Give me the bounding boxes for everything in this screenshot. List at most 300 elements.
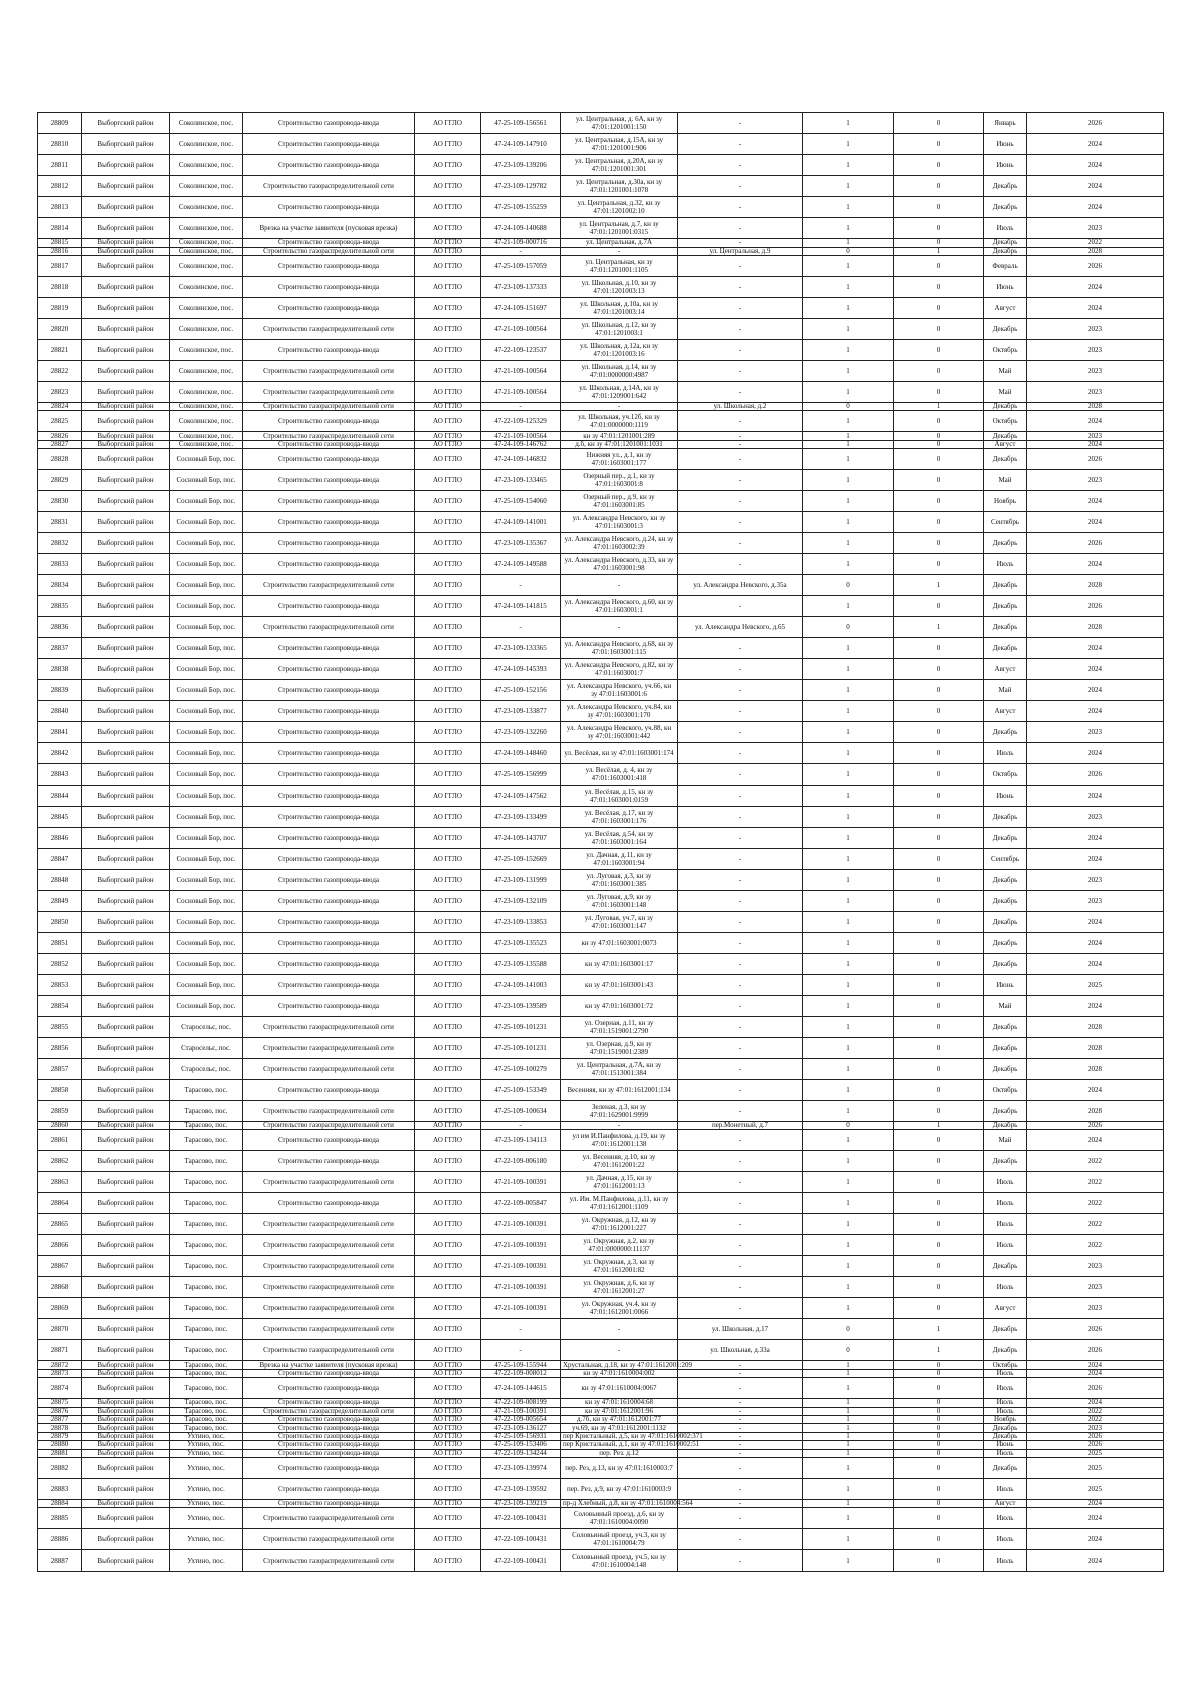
district-cell: Выборгский район	[82, 764, 170, 785]
work-type-cell: Строительство газораспределительной сети	[243, 1235, 415, 1256]
district-cell: Выборгский район	[82, 113, 170, 134]
application-number-cell: 47-21-109-100391	[481, 1214, 561, 1235]
month-cell: Декабрь	[984, 1319, 1027, 1340]
row-number-cell: 28878	[38, 1424, 82, 1432]
table-row	[38, 1016, 1164, 1037]
contractor-cell: АО ГГЛО	[415, 1340, 481, 1361]
application-number-cell: 47-24-109-141815	[481, 596, 561, 617]
application-number-cell: 47-25-109-153349	[481, 1079, 561, 1100]
settlement-cell: Соколинское, пос.	[170, 113, 243, 134]
year-cell: 2023	[1027, 382, 1164, 403]
contractor-cell: АО ГГЛО	[415, 827, 481, 848]
settlement-cell: Тарасово, пос.	[170, 1193, 243, 1214]
work-type-cell: Строительство газопровода-ввода	[243, 1369, 415, 1377]
object-address-cell: ул. Александра Невского, кн зу 47:01:1603001:3	[561, 512, 678, 533]
month-cell: Июль	[984, 1399, 1027, 1407]
work-type-cell: Строительство газопровода-ввода	[243, 1432, 415, 1440]
contractor-cell: АО ГГЛО	[415, 1079, 481, 1100]
object-address-cell: ул им И.Панфилова, д.19, кн зу 47:01:1612001:138	[561, 1130, 678, 1151]
district-cell: Выборгский район	[82, 1172, 170, 1193]
qty2-cell: 0	[894, 890, 984, 911]
object-address-cell: ул. Александра Невского, уч.66, кн зу 47:01:1603001:6	[561, 680, 678, 701]
month-cell: Декабрь	[984, 1432, 1027, 1440]
year-cell: 2023	[1027, 806, 1164, 827]
qty2-cell: 0	[894, 722, 984, 743]
qty1-cell: 1	[803, 1449, 894, 1457]
district-cell: Выборгский район	[82, 1100, 170, 1121]
address-cell: -	[678, 722, 803, 743]
application-number-cell: 47-22-109-005654	[481, 1415, 561, 1423]
contractor-cell: АО ГГЛО	[415, 449, 481, 470]
application-number-cell: -	[481, 247, 561, 255]
month-cell: Декабрь	[984, 596, 1027, 617]
qty1-cell: 1	[803, 1550, 894, 1572]
row-number-cell: 28835	[38, 596, 82, 617]
qty1-cell: 1	[803, 1361, 894, 1369]
application-number-cell: 47-24-109-146832	[481, 449, 561, 470]
application-number-cell: 47-24-109-140688	[481, 218, 561, 239]
application-number-cell: 47-23-109-133465	[481, 470, 561, 491]
year-cell: 2026	[1027, 113, 1164, 134]
qty1-cell: 1	[803, 276, 894, 297]
settlement-cell: Ухтино, пос.	[170, 1441, 243, 1449]
settlement-cell: Сосновый Бор, пос.	[170, 827, 243, 848]
table-row	[38, 1529, 1164, 1550]
qty2-cell: 0	[894, 1193, 984, 1214]
qty2-cell: 0	[894, 440, 984, 448]
address-cell: -	[678, 1298, 803, 1319]
settlement-cell: Тарасово, пос.	[170, 1256, 243, 1277]
work-type-cell: Строительство газопровода-ввода	[243, 764, 415, 785]
application-number-cell: 47-23-109-135588	[481, 953, 561, 974]
settlement-cell: Сосновый Бор, пос.	[170, 701, 243, 722]
month-cell: Декабрь	[984, 1256, 1027, 1277]
work-type-cell: Строительство газопровода-ввода	[243, 806, 415, 827]
year-cell: 2026	[1027, 1340, 1164, 1361]
qty1-cell: 1	[803, 197, 894, 218]
qty1-cell: 1	[803, 701, 894, 722]
year-cell: 2028	[1027, 575, 1164, 596]
address-cell: -	[678, 1130, 803, 1151]
table-row	[38, 554, 1164, 575]
qty1-cell: 1	[803, 659, 894, 680]
month-cell: Декабрь	[984, 449, 1027, 470]
address-cell: -	[678, 1378, 803, 1399]
year-cell: 2024	[1027, 297, 1164, 318]
qty2-cell: 0	[894, 1399, 984, 1407]
year-cell: 2024	[1027, 1369, 1164, 1377]
table-row	[38, 848, 1164, 869]
qty2-cell: 0	[894, 806, 984, 827]
contractor-cell: АО ГГЛО	[415, 911, 481, 932]
contractor-cell: АО ГГЛО	[415, 339, 481, 360]
contractor-cell: АО ГГЛО	[415, 785, 481, 806]
table-row	[38, 1193, 1164, 1214]
table-row	[38, 911, 1164, 932]
application-number-cell: 47-25-109-101231	[481, 1037, 561, 1058]
table-row	[38, 785, 1164, 806]
address-cell: -	[678, 1500, 803, 1508]
application-number-cell: 47-22-109-134244	[481, 1449, 561, 1457]
works-table	[37, 112, 1164, 1572]
district-cell: Выборгский район	[82, 432, 170, 440]
work-type-cell: Строительство газораспределительной сети	[243, 1508, 415, 1529]
settlement-cell: Сосновый Бор, пос.	[170, 974, 243, 995]
contractor-cell: АО ГГЛО	[415, 239, 481, 247]
year-cell: 2024	[1027, 411, 1164, 432]
district-cell: Выборгский район	[82, 440, 170, 448]
settlement-cell: Тарасово, пос.	[170, 1235, 243, 1256]
address-cell: -	[678, 255, 803, 276]
table-row	[38, 1550, 1164, 1572]
year-cell: 2026	[1027, 1432, 1164, 1440]
district-cell: Выборгский район	[82, 785, 170, 806]
address-cell: -	[678, 1424, 803, 1432]
row-number-cell: 28853	[38, 974, 82, 995]
contractor-cell: АО ГГЛО	[415, 1399, 481, 1407]
contractor-cell: АО ГГЛО	[415, 1016, 481, 1037]
settlement-cell: Ухтино, пос.	[170, 1449, 243, 1457]
row-number-cell: 28834	[38, 575, 82, 596]
row-number-cell: 28836	[38, 617, 82, 638]
work-type-cell: Строительство газопровода-ввода	[243, 197, 415, 218]
row-number-cell: 28816	[38, 247, 82, 255]
object-address-cell: -	[561, 403, 678, 411]
qty1-cell: 1	[803, 297, 894, 318]
settlement-cell: Сосновый Бор, пос.	[170, 890, 243, 911]
district-cell: Выборгский район	[82, 533, 170, 554]
row-number-cell: 28840	[38, 701, 82, 722]
qty2-cell: 0	[894, 1037, 984, 1058]
year-cell: 2026	[1027, 596, 1164, 617]
address-cell: -	[678, 113, 803, 134]
district-cell: Выборгский район	[82, 911, 170, 932]
month-cell: Декабрь	[984, 318, 1027, 339]
contractor-cell: АО ГГЛО	[415, 743, 481, 764]
work-type-cell: Строительство газораспределительной сети	[243, 1407, 415, 1415]
table-row	[38, 134, 1164, 155]
settlement-cell: Старосельє, пос.	[170, 1037, 243, 1058]
qty2-cell: 0	[894, 1130, 984, 1151]
object-address-cell: кн зу 47:01:1603001:0073	[561, 932, 678, 953]
work-type-cell: Строительство газораспределительной сети	[243, 1256, 415, 1277]
work-type-cell: Строительство газораспределительной сети	[243, 1550, 415, 1572]
month-cell: Июль	[984, 554, 1027, 575]
work-type-cell: Строительство газораспределительной сети	[243, 1529, 415, 1550]
month-cell: Декабрь	[984, 533, 1027, 554]
table-row	[38, 722, 1164, 743]
table-row	[38, 1369, 1164, 1377]
settlement-cell: Сосновый Бор, пос.	[170, 722, 243, 743]
qty1-cell: 1	[803, 533, 894, 554]
work-type-cell: Строительство газопровода-ввода	[243, 1415, 415, 1423]
qty1-cell: 1	[803, 743, 894, 764]
qty2-cell: 0	[894, 1432, 984, 1440]
qty2-cell: 0	[894, 533, 984, 554]
qty1-cell: 1	[803, 1151, 894, 1172]
contractor-cell: АО ГГЛО	[415, 1432, 481, 1440]
application-number-cell: 47-24-109-147562	[481, 785, 561, 806]
qty1-cell: 1	[803, 318, 894, 339]
row-number-cell: 28854	[38, 995, 82, 1016]
table-row	[38, 449, 1164, 470]
work-type-cell: Строительство газопровода-ввода	[243, 533, 415, 554]
month-cell: Июль	[984, 1508, 1027, 1529]
work-type-cell: Строительство газопровода-ввода	[243, 638, 415, 659]
application-number-cell: 47-23-109-133365	[481, 638, 561, 659]
year-cell: 2022	[1027, 1151, 1164, 1172]
address-cell: ул. Александра Невского, д.65	[678, 617, 803, 638]
district-cell: Выборгский район	[82, 239, 170, 247]
district-cell: Выборгский район	[82, 722, 170, 743]
application-number-cell: 47-22-109-123537	[481, 339, 561, 360]
month-cell: Июнь	[984, 974, 1027, 995]
object-address-cell: ул. Школьная, уч.12б, кн зу 47:01:0000000:1119	[561, 411, 678, 432]
row-number-cell: 28868	[38, 1277, 82, 1298]
row-number-cell: 28857	[38, 1058, 82, 1079]
work-type-cell: Строительство газопровода-ввода	[243, 1479, 415, 1500]
year-cell: 2022	[1027, 1172, 1164, 1193]
month-cell: Декабрь	[984, 890, 1027, 911]
month-cell: Июль	[984, 1172, 1027, 1193]
application-number-cell: 47-25-109-152156	[481, 680, 561, 701]
row-number-cell: 28876	[38, 1407, 82, 1415]
object-address-cell: ул. Школьная, д.14, кн зу 47:01:0000000:4987	[561, 360, 678, 381]
address-cell: ул. Школьная, д.2	[678, 403, 803, 411]
address-cell: -	[678, 1214, 803, 1235]
application-number-cell: 47-23-109-135367	[481, 533, 561, 554]
year-cell: 2028	[1027, 1037, 1164, 1058]
month-cell: Август	[984, 659, 1027, 680]
object-address-cell: ул. Центральная, д.20А, кн зу 47:01:1201001:301	[561, 155, 678, 176]
year-cell: 2023	[1027, 339, 1164, 360]
object-address-cell: пер Кристальный, д.1, кн зу 47:01:1610002:51	[561, 1441, 678, 1449]
object-address-cell: ул. Школьная, д.10, кн зу 47:01:1201003:13	[561, 276, 678, 297]
settlement-cell: Тарасово, пос.	[170, 1277, 243, 1298]
row-number-cell: 28842	[38, 743, 82, 764]
qty2-cell: 0	[894, 360, 984, 381]
work-type-cell: Строительство газораспределительной сети	[243, 247, 415, 255]
application-number-cell: 47-25-109-153406	[481, 1441, 561, 1449]
contractor-cell: АО ГГЛО	[415, 1256, 481, 1277]
qty2-cell: 0	[894, 1500, 984, 1508]
month-cell: Август	[984, 701, 1027, 722]
year-cell: 2024	[1027, 1130, 1164, 1151]
contractor-cell: АО ГГЛО	[415, 1151, 481, 1172]
work-type-cell: Строительство газопровода-ввода	[243, 1151, 415, 1172]
object-address-cell: ул. Весёлая, д.15, кн зу 47:01:1603001:0159	[561, 785, 678, 806]
application-number-cell: 47-24-109-143707	[481, 827, 561, 848]
qty1-cell: 1	[803, 1193, 894, 1214]
address-cell: -	[678, 1193, 803, 1214]
table-row	[38, 743, 1164, 764]
contractor-cell: АО ГГЛО	[415, 218, 481, 239]
month-cell: Декабрь	[984, 1424, 1027, 1432]
row-number-cell: 28819	[38, 297, 82, 318]
month-cell: Октябрь	[984, 764, 1027, 785]
row-number-cell: 28848	[38, 869, 82, 890]
qty1-cell: 1	[803, 1529, 894, 1550]
object-address-cell: ул. Школьная, д.14А, кн зу 47:01:1209001:642	[561, 382, 678, 403]
qty2-cell: 0	[894, 1441, 984, 1449]
qty1-cell: 1	[803, 1432, 894, 1440]
contractor-cell: АО ГГЛО	[415, 1369, 481, 1377]
contractor-cell: АО ГГЛО	[415, 533, 481, 554]
work-type-cell: Строительство газораспределительной сети	[243, 1340, 415, 1361]
qty2-cell: 0	[894, 512, 984, 533]
qty1-cell: 1	[803, 638, 894, 659]
district-cell: Выборгский район	[82, 1361, 170, 1369]
contractor-cell: АО ГГЛО	[415, 554, 481, 575]
row-number-cell: 28813	[38, 197, 82, 218]
application-number-cell: 47-24-109-151697	[481, 297, 561, 318]
table-row	[38, 1100, 1164, 1121]
table-row	[38, 596, 1164, 617]
qty2-cell: 0	[894, 1529, 984, 1550]
qty2-cell: 0	[894, 995, 984, 1016]
table-row	[38, 1256, 1164, 1277]
table-row	[38, 1214, 1164, 1235]
settlement-cell: Соколинское, пос.	[170, 247, 243, 255]
settlement-cell: Тарасово, пос.	[170, 1424, 243, 1432]
row-number-cell: 28884	[38, 1500, 82, 1508]
settlement-cell: Сосновый Бор, пос.	[170, 932, 243, 953]
object-address-cell: Соловьиный проезд, д.6, кн зу 47:01:1610004:0090	[561, 1508, 678, 1529]
row-number-cell: 28883	[38, 1479, 82, 1500]
qty2-cell: 0	[894, 134, 984, 155]
year-cell: 2024	[1027, 276, 1164, 297]
table-row	[38, 638, 1164, 659]
month-cell: Июль	[984, 743, 1027, 764]
address-cell: -	[678, 176, 803, 197]
application-number-cell: 47-23-109-139592	[481, 1479, 561, 1500]
work-type-cell: Строительство газопровода-ввода	[243, 491, 415, 512]
month-cell: Декабрь	[984, 722, 1027, 743]
qty2-cell: 0	[894, 318, 984, 339]
year-cell: 2024	[1027, 1550, 1164, 1572]
settlement-cell: Соколинское, пос.	[170, 276, 243, 297]
qty1-cell: 0	[803, 247, 894, 255]
address-cell: -	[678, 596, 803, 617]
month-cell: Декабрь	[984, 1100, 1027, 1121]
month-cell: Июнь	[984, 785, 1027, 806]
month-cell: Октябрь	[984, 1079, 1027, 1100]
settlement-cell: Соколинское, пос.	[170, 176, 243, 197]
row-number-cell: 28833	[38, 554, 82, 575]
month-cell: Декабрь	[984, 806, 1027, 827]
qty1-cell: 1	[803, 1378, 894, 1399]
settlement-cell: Тарасово, пос.	[170, 1319, 243, 1340]
table-row	[38, 382, 1164, 403]
year-cell: 2023	[1027, 722, 1164, 743]
district-cell: Выборгский район	[82, 1415, 170, 1423]
work-type-cell: Строительство газопровода-ввода	[243, 255, 415, 276]
district-cell: Выборгский район	[82, 1529, 170, 1550]
qty1-cell: 1	[803, 1277, 894, 1298]
table-row	[38, 806, 1164, 827]
year-cell: 2023	[1027, 360, 1164, 381]
row-number-cell: 28821	[38, 339, 82, 360]
work-type-cell: Строительство газопровода-ввода	[243, 974, 415, 995]
row-number-cell: 28830	[38, 491, 82, 512]
table-row	[38, 176, 1164, 197]
table-row	[38, 1172, 1164, 1193]
address-cell: -	[678, 432, 803, 440]
object-address-cell: Соловьиный проезд, уч.3, кн зу 47:01:1610004:79	[561, 1529, 678, 1550]
month-cell: Декабрь	[984, 932, 1027, 953]
qty1-cell: 1	[803, 1508, 894, 1529]
year-cell: 2024	[1027, 953, 1164, 974]
work-type-cell: Строительство газораспределительной сети	[243, 360, 415, 381]
work-type-cell: Строительство газопровода-ввода	[243, 113, 415, 134]
contractor-cell: АО ГГЛО	[415, 617, 481, 638]
year-cell: 2026	[1027, 764, 1164, 785]
settlement-cell: Соколинское, пос.	[170, 134, 243, 155]
qty1-cell: 1	[803, 1100, 894, 1121]
contractor-cell: АО ГГЛО	[415, 1172, 481, 1193]
district-cell: Выборгский район	[82, 617, 170, 638]
object-address-cell: -	[561, 1121, 678, 1129]
work-type-cell: Строительство газопровода-ввода	[243, 297, 415, 318]
settlement-cell: Тарасово, пос.	[170, 1407, 243, 1415]
settlement-cell: Ухтино, пос.	[170, 1479, 243, 1500]
object-address-cell: -	[561, 1319, 678, 1340]
row-number-cell: 28825	[38, 411, 82, 432]
district-cell: Выборгский район	[82, 403, 170, 411]
work-type-cell: Строительство газопровода-ввода	[243, 1424, 415, 1432]
district-cell: Выборгский район	[82, 1121, 170, 1129]
contractor-cell: АО ГГЛО	[415, 953, 481, 974]
qty2-cell: 1	[894, 1319, 984, 1340]
qty1-cell: 0	[803, 575, 894, 596]
district-cell: Выборгский район	[82, 701, 170, 722]
year-cell: 2025	[1027, 1479, 1164, 1500]
row-number-cell: 28879	[38, 1432, 82, 1440]
table-row	[38, 680, 1164, 701]
settlement-cell: Старосельє, пос.	[170, 1016, 243, 1037]
application-number-cell: 47-25-109-100634	[481, 1100, 561, 1121]
work-type-cell: Строительство газораспределительной сети	[243, 318, 415, 339]
application-number-cell: 47-23-109-139206	[481, 155, 561, 176]
address-cell: -	[678, 890, 803, 911]
qty1-cell: 1	[803, 470, 894, 491]
district-cell: Выборгский район	[82, 1058, 170, 1079]
month-cell: Декабрь	[984, 247, 1027, 255]
district-cell: Выборгский район	[82, 848, 170, 869]
table-row	[38, 1079, 1164, 1100]
month-cell: Октябрь	[984, 411, 1027, 432]
address-cell: -	[678, 1079, 803, 1100]
settlement-cell: Ухтино, пос.	[170, 1500, 243, 1508]
qty2-cell: 0	[894, 382, 984, 403]
work-type-cell: Строительство газопровода-ввода	[243, 411, 415, 432]
work-type-cell: Строительство газопровода-ввода	[243, 848, 415, 869]
table-row	[38, 360, 1164, 381]
settlement-cell: Тарасово, пос.	[170, 1100, 243, 1121]
application-number-cell: 47-22-109-008199	[481, 1399, 561, 1407]
month-cell: Август	[984, 1298, 1027, 1319]
table-row	[38, 869, 1164, 890]
year-cell: 2024	[1027, 491, 1164, 512]
object-address-cell: ул. Центральная, д.7А	[561, 239, 678, 247]
table-row	[38, 701, 1164, 722]
year-cell: 2026	[1027, 1378, 1164, 1399]
district-cell: Выборгский район	[82, 1079, 170, 1100]
settlement-cell: Сосновый Бор, пос.	[170, 470, 243, 491]
qty1-cell: 1	[803, 1500, 894, 1508]
object-address-cell: пер. Рез. д.12	[561, 1449, 678, 1457]
object-address-cell: ул. Центральная, д.30а, кн зу 47:01:1201001:1078	[561, 176, 678, 197]
